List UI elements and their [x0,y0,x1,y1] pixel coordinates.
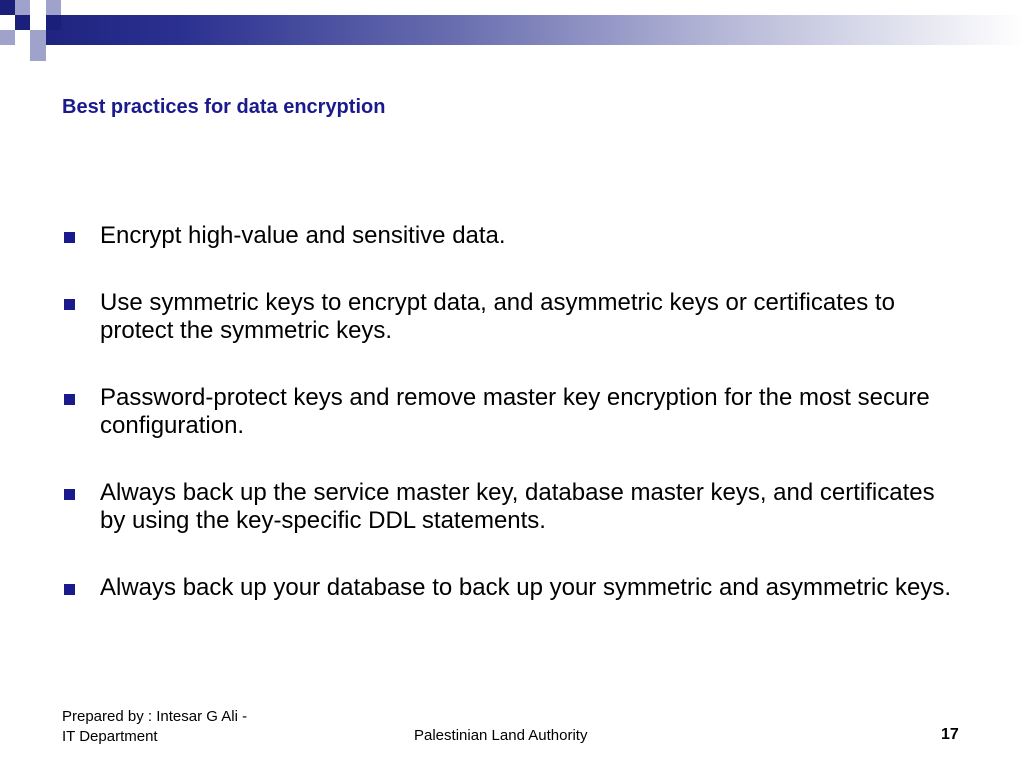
header-square-white [15,30,30,45]
bullet-text: Use symmetric keys to encrypt data, and asymmetric keys or certificates to protect the symmetric keys. [100,289,895,344]
header-square-white [30,15,46,30]
square-bullet-icon [64,394,75,405]
bullet-list [62,222,962,641]
header-square-dark [0,0,15,15]
header-square-dark [46,15,61,30]
header-square-white [0,15,15,30]
square-bullet-icon [64,232,75,243]
square-bullet-icon [64,584,75,595]
header-square-light [15,0,30,15]
bullet-text: Password-protect keys and remove master key encryption for the most secure configuration. [100,384,930,439]
bullet-text: Always back up the service master key, database master keys, and certificates by using the key-specific DDL statements. [100,479,935,534]
slide-title: Best practices for data encryption [62,96,386,118]
footer-prepared-by [62,707,247,747]
header-square-light [0,30,15,45]
bullet-item [62,574,962,602]
bullet-item [62,289,962,345]
header-square-light [30,45,46,61]
bullet-text: Always back up your database to back up your symmetric and asymmetric keys. [100,574,952,601]
page-number: 17 [941,726,959,743]
bullet-item [62,479,962,535]
bullet-text: Encrypt high-value and sensitive data. [100,222,506,249]
footer-prepared-by-line2: IT Department [62,728,158,745]
square-bullet-icon [64,489,75,500]
header-square-dark [15,15,30,30]
bullet-item [62,384,962,440]
footer-organization: Palestinian Land Authority [414,727,588,744]
header-square-light [30,30,46,45]
header-gradient-band [0,15,1024,45]
bullet-item [62,222,962,250]
header-square-light [46,0,61,15]
square-bullet-icon [64,299,75,310]
footer-prepared-by-line1: Prepared by : Intesar G Ali - [62,708,248,725]
